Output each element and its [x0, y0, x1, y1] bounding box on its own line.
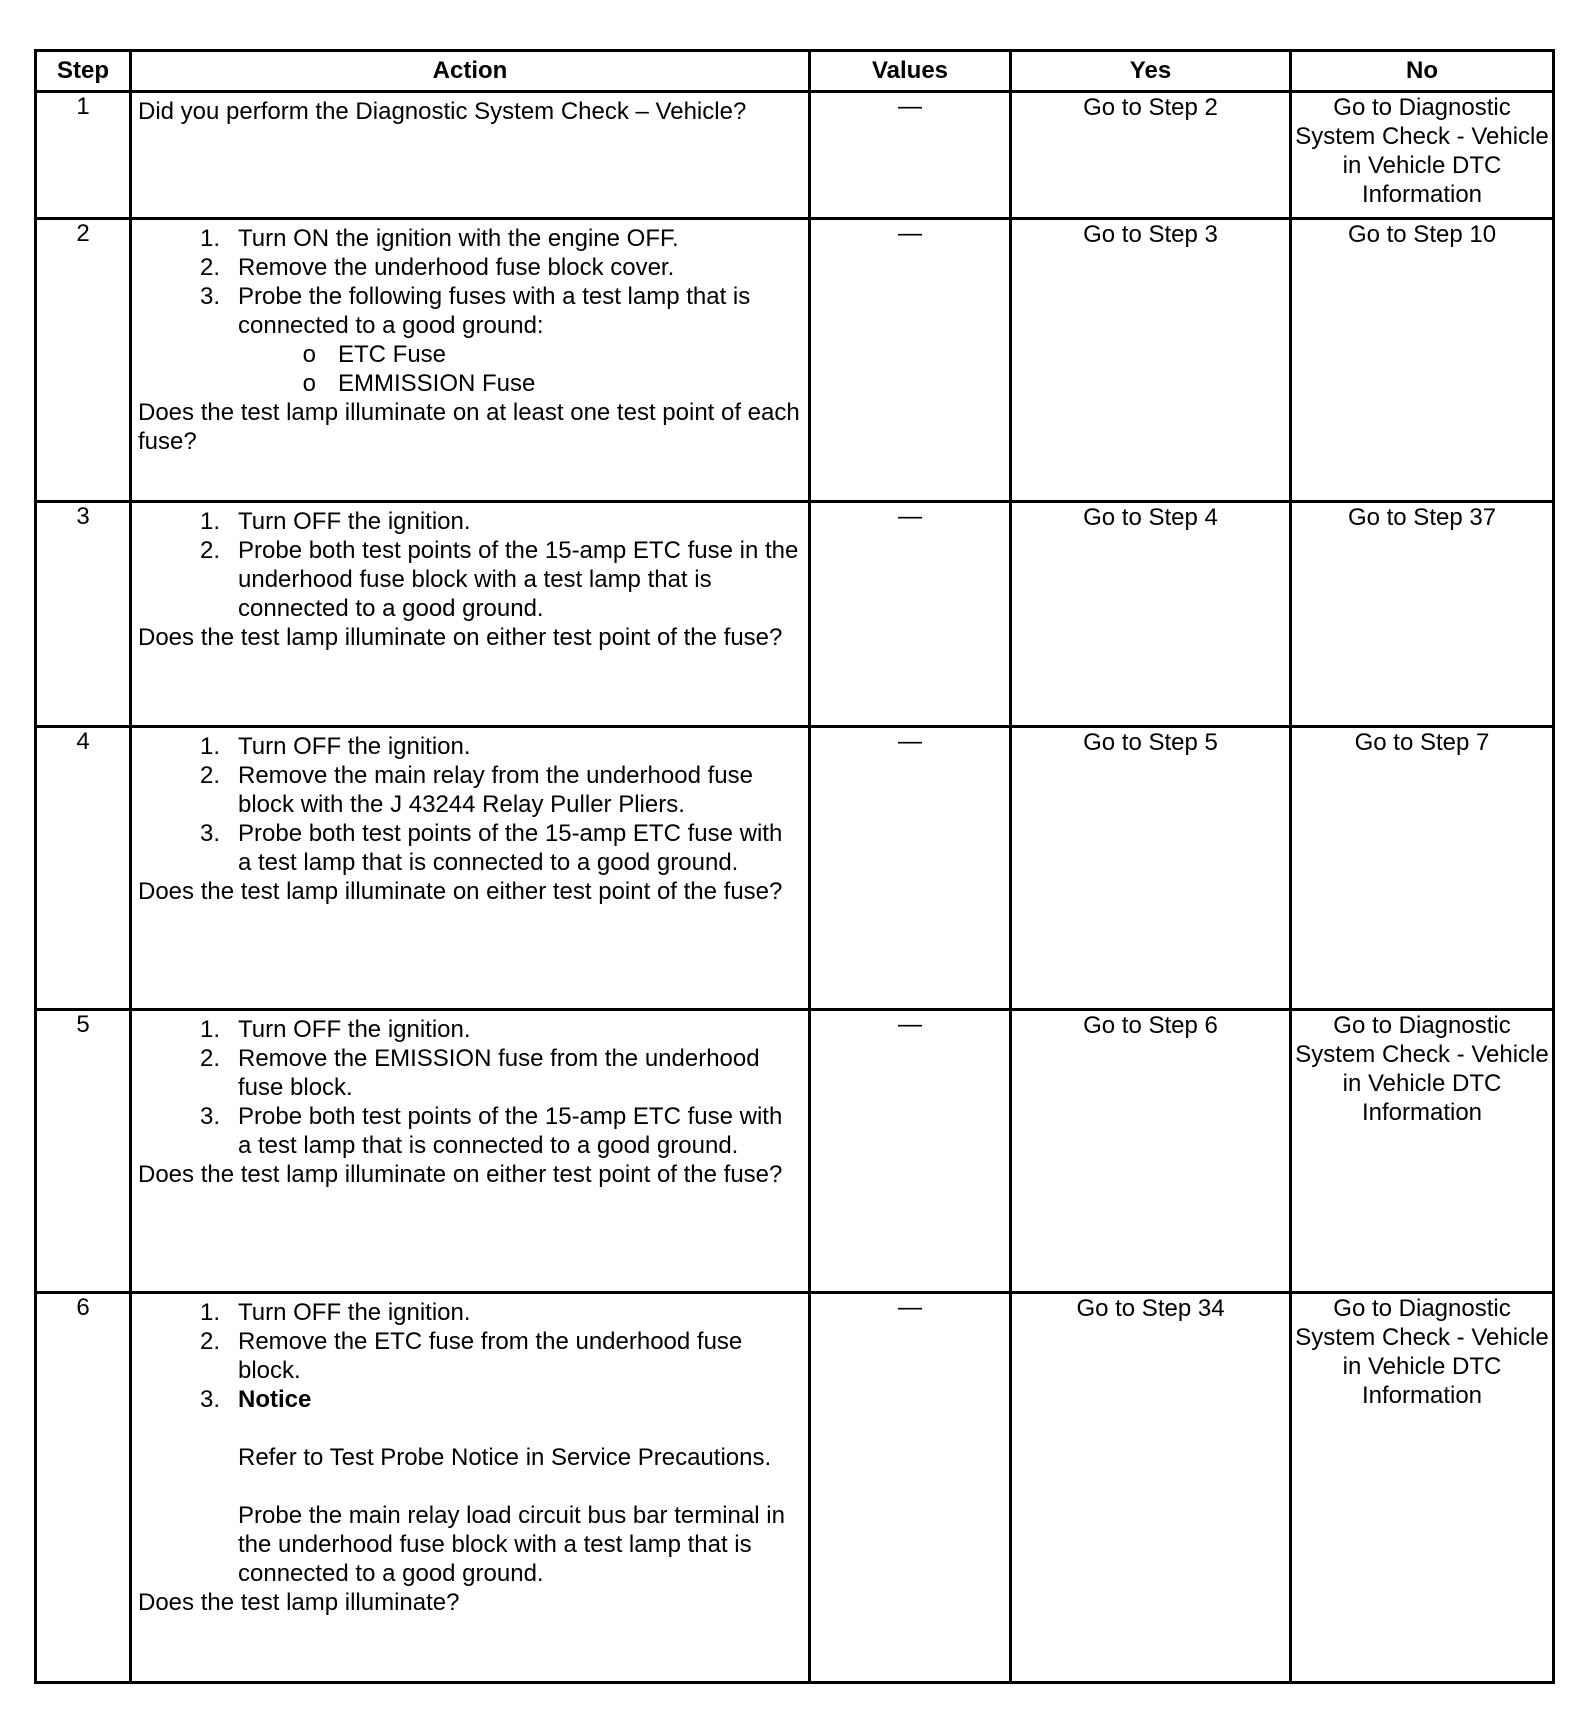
header-action: Action: [131, 51, 810, 92]
action-steps: [138, 1015, 802, 1160]
action-cell: [131, 219, 810, 502]
item-number: 2.: [199, 762, 220, 789]
no-cell: Go to Diagnostic System Check - Vehicle in Vehicle DTC Information: [1291, 1010, 1554, 1293]
item-number: 1.: [199, 508, 220, 535]
values-cell: —: [810, 219, 1011, 502]
item-number: 1.: [199, 225, 220, 252]
values-cell: —: [810, 1293, 1011, 1683]
step-number: 2: [36, 219, 131, 502]
no-cell: Go to Step 37: [1291, 502, 1554, 727]
item-number: 3.: [199, 1386, 220, 1413]
item-text: Turn OFF the ignition.: [238, 508, 471, 535]
action-cell: [131, 1010, 810, 1293]
list-item: [138, 1102, 802, 1160]
notice-reference: Refer to Test Probe Notice in Service Precautions.: [238, 1444, 772, 1471]
list-item: [138, 224, 802, 253]
item-text: Probe the following fuses with a test lamp that is connected to a good ground:: [238, 283, 751, 339]
step-number: 3: [36, 502, 131, 727]
item-text: Probe both test points of the 15-amp ETC fuse with a test lamp that is connected to a good ground.: [238, 1103, 783, 1159]
yes-cell: Go to Step 3: [1011, 219, 1291, 502]
item-text: Remove the EMISSION fuse from the underhood fuse block.: [238, 1045, 760, 1101]
no-cell: Go to Step 10: [1291, 219, 1554, 502]
item-number: 1.: [199, 1016, 220, 1043]
no-cell: Go to Step 7: [1291, 727, 1554, 1010]
no-cell: Go to Diagnostic System Check - Vehicle in Vehicle DTC Information: [1291, 92, 1554, 219]
bullet-icon: o: [302, 341, 316, 368]
table-row: [36, 1293, 1554, 1683]
action-question: Does the test lamp illuminate on either test point of the fuse?: [138, 878, 783, 905]
diagnostic-procedure-table: [34, 49, 1555, 1684]
item-number: 2.: [199, 1328, 220, 1355]
item-text: Probe both test points of the 15-amp ETC fuse with a test lamp that is connected to a good ground.: [238, 820, 783, 876]
yes-cell: Go to Step 6: [1011, 1010, 1291, 1293]
action-question: Does the test lamp illuminate on at least one test point of each fuse?: [138, 399, 800, 455]
yes-cell: Go to Step 2: [1011, 92, 1291, 219]
item-number: 2.: [199, 1045, 220, 1072]
item-text: Turn OFF the ignition.: [238, 1299, 471, 1326]
step-number: 5: [36, 1010, 131, 1293]
item-number: 3.: [199, 820, 220, 847]
table-row: [36, 1010, 1554, 1293]
step-number: 1: [36, 92, 131, 219]
list-item: [138, 1298, 802, 1327]
yes-cell: Go to Step 4: [1011, 502, 1291, 727]
item-text: ETC Fuse: [338, 341, 447, 368]
values-cell: —: [810, 92, 1011, 219]
item-text: Turn OFF the ignition.: [238, 733, 471, 760]
header-no: No: [1291, 51, 1554, 92]
step-number: 6: [36, 1293, 131, 1683]
probe-instruction: Probe the main relay load circuit bus bar terminal in the underhood fuse block with a test lamp that is connected to a good ground.: [238, 1502, 785, 1587]
notice-body: [138, 1443, 802, 1588]
table-row: [36, 727, 1554, 1010]
list-item: [138, 507, 802, 536]
list-item: [138, 819, 802, 877]
values-cell: —: [810, 502, 1011, 727]
item-text: Remove the ETC fuse from the underhood fuse block.: [238, 1328, 743, 1384]
item-number: 1.: [199, 1299, 220, 1326]
list-item: [138, 282, 802, 340]
action-steps: [138, 1298, 802, 1414]
header-row: [36, 51, 1554, 92]
values-cell: —: [810, 727, 1011, 1010]
item-text: Turn ON the ignition with the engine OFF.: [238, 225, 679, 252]
action-steps: [138, 732, 802, 877]
action-question: Did you perform the Diagnostic System Check – Vehicle?: [138, 98, 747, 125]
list-item: [138, 369, 802, 398]
header-values: Values: [810, 51, 1011, 92]
item-number: 3.: [199, 1103, 220, 1130]
table-row: [36, 502, 1554, 727]
list-item: [138, 1501, 802, 1588]
list-item: [138, 253, 802, 282]
item-number: 3.: [199, 283, 220, 310]
action-cell: [131, 727, 810, 1010]
list-item: [138, 1015, 802, 1044]
action-question: Does the test lamp illuminate?: [138, 1589, 460, 1616]
item-text: Probe both test points of the 15-amp ETC fuse in the underhood fuse block with a test lamp that is connected to a good ground.: [238, 537, 799, 622]
list-item: [138, 761, 802, 819]
item-text: Turn OFF the ignition.: [238, 1016, 471, 1043]
action-question: Does the test lamp illuminate on either test point of the fuse?: [138, 1161, 783, 1188]
list-item: [138, 732, 802, 761]
table-row: [36, 92, 1554, 219]
list-item: [138, 1327, 802, 1385]
step-number: 4: [36, 727, 131, 1010]
table-row: [36, 219, 1554, 502]
item-number: 2.: [199, 537, 220, 564]
header-step: Step: [36, 51, 131, 92]
fuse-sublist: [138, 340, 802, 398]
action-steps: [138, 507, 802, 623]
item-number: 2.: [199, 254, 220, 281]
action-steps: [138, 224, 802, 340]
bullet-icon: o: [302, 370, 316, 397]
header-yes: Yes: [1011, 51, 1291, 92]
list-item: [138, 1385, 802, 1414]
item-text: Remove the main relay from the underhood fuse block with the J 43244 Relay Puller Pliers.: [238, 762, 753, 818]
values-cell: —: [810, 1010, 1011, 1293]
item-number: 1.: [199, 733, 220, 760]
item-text: Remove the underhood fuse block cover.: [238, 254, 675, 281]
action-cell: [131, 502, 810, 727]
yes-cell: Go to Step 34: [1011, 1293, 1291, 1683]
action-cell: [131, 1293, 810, 1683]
no-cell: Go to Diagnostic System Check - Vehicle in Vehicle DTC Information: [1291, 1293, 1554, 1683]
action-cell: [131, 92, 810, 219]
list-item: [138, 1044, 802, 1102]
yes-cell: Go to Step 5: [1011, 727, 1291, 1010]
list-item: [138, 536, 802, 623]
list-item: [138, 340, 802, 369]
notice-heading: Notice: [238, 1386, 312, 1413]
action-question: Does the test lamp illuminate on either test point of the fuse?: [138, 624, 783, 651]
list-item: [138, 1443, 802, 1472]
item-text: EMMISSION Fuse: [338, 370, 536, 397]
